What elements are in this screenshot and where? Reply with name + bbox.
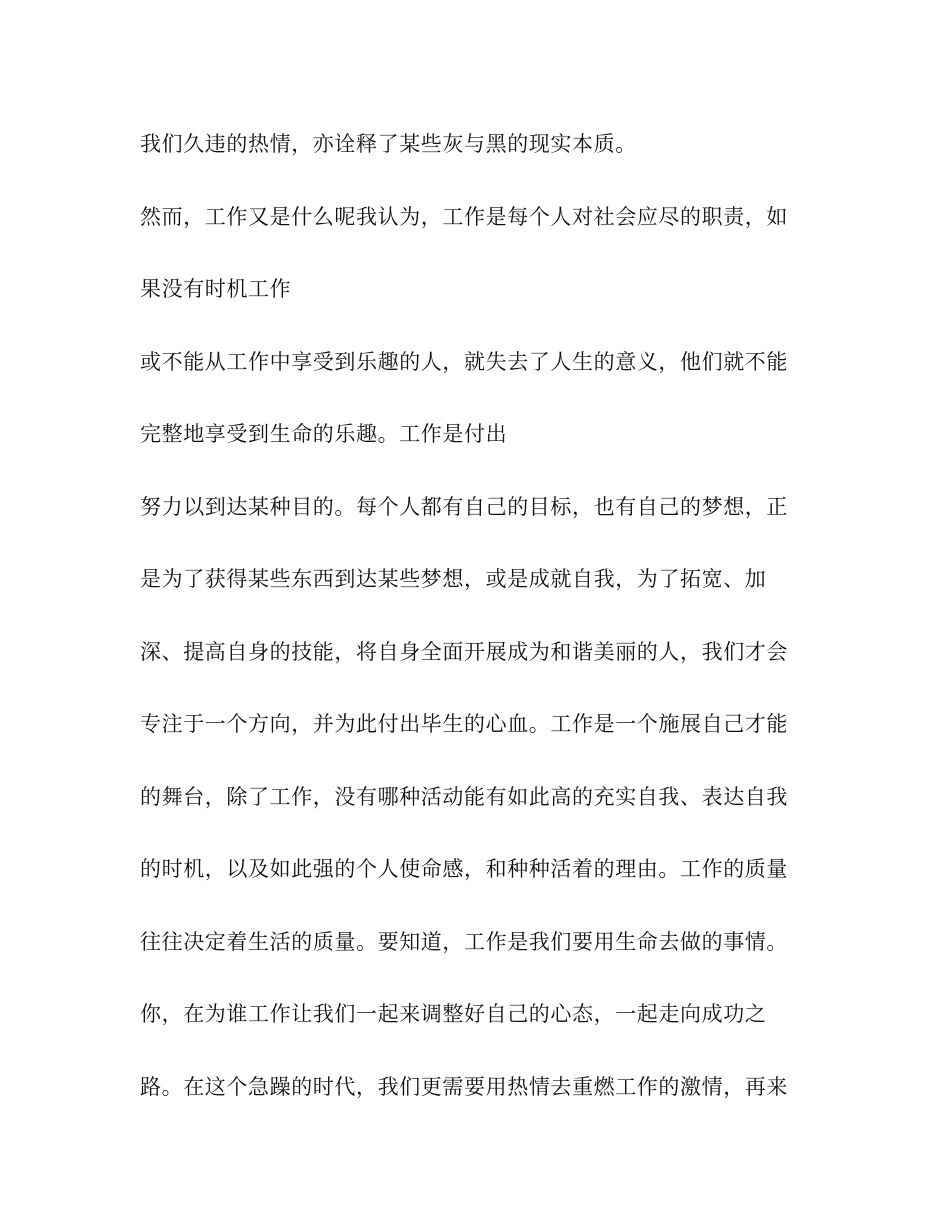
- text-line: 完整地享受到生命的乐趣。工作是付出: [140, 422, 508, 446]
- text-line: 的时机，以及如此强的个人使命感，和种种活着的理由。工作的质量: [140, 857, 788, 881]
- text-line: 努力以到达某种目的。每个人都有自己的目标，也有自己的梦想，正: [140, 494, 788, 519]
- body-text: [140, 122, 810, 1137]
- text-line: 往往决定着生活的质量。要知道，工作是我们要用生命去做的事情。: [140, 929, 788, 954]
- text-line: 或不能从工作中享受到乐趣的人，就失去了人生的意义，他们就不能: [140, 349, 788, 374]
- text-line: 是为了获得某些东西到达某些梦想，或是成就自我，为了拓宽、加: [140, 567, 767, 591]
- text-line: 果没有时机工作: [140, 277, 292, 301]
- text-line: 我们久违的热情，亦诠释了某些灰与黑的现实本质。: [140, 132, 637, 156]
- text-line: 然而，工作又是什么呢我认为，工作是每个人对社会应尽的职责，如: [140, 204, 788, 229]
- text-line: 的舞台，除了工作，没有哪种活动能有如此高的充实自我、表达自我: [140, 784, 788, 809]
- text-line: 路。在这个急躁的时代，我们更需要用热情去重燃工作的激情，再来: [140, 1074, 788, 1099]
- text-line: 专注于一个方向，并为此付出毕生的心血。工作是一个施展自己才能: [140, 712, 788, 736]
- text-line: 你，在为谁工作让我们一起来调整好自己的心态，一起走向成功之: [140, 1002, 767, 1026]
- text-line: 深、提高自身的技能，将自身全面开展成为和谐美丽的人，我们才会: [140, 639, 788, 664]
